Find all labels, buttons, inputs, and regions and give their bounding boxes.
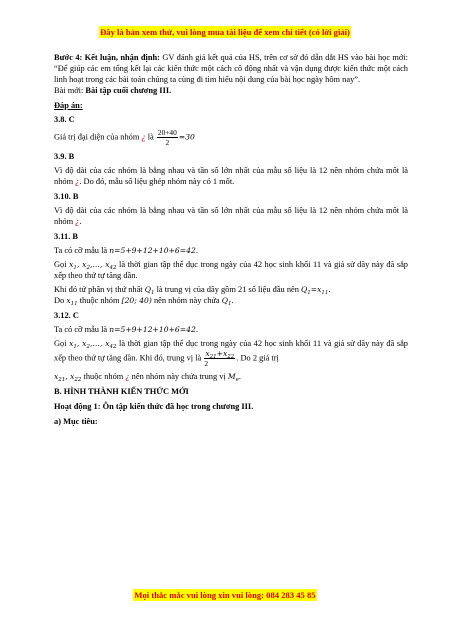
q311-line4-text3: nên nhóm này chứa [151,296,222,305]
step4-paragraph [54,52,408,85]
q38-frac-num: 20+40 [157,128,177,137]
activity-1-heading: Hoạt động 1: Ôn tập kiến thức đã học trong chương III. [54,402,254,411]
q311-line2-text1: Gọi [54,260,70,269]
q312-frac-den: 2 [204,359,209,368]
q311-line3-text2: là trung vị của dãy gồm 21 số liệu đầu nên [154,285,301,294]
q310-text2: . [79,217,82,226]
q38-frac-den: 2 [165,138,170,147]
section-b-heading: B. HÌNH THÀNH KIẾN THỨC MỚI [54,387,189,396]
step4-text: GV đánh giá kết quả của HS, trên cơ sở đó dẫn dắt HS vào bài học mới: “Để giúp các em tổng kết lại các kiến thức một cách cô động nhất và vận dụng được kiến thức một cách linh hoạt trong các bài toán chúng ta cùng đi tìm hiểu nội dung của bài học ngày hôm nay”. [54,53,408,84]
q312-sequence-math: $x_1$, $x_2,\dots$, $x_{42}$ [69,339,117,350]
q311-q1-math: $Q_1$ [144,285,155,296]
q312-line2 [54,338,408,368]
q311-interval: [20; 40) [121,296,152,305]
new-lesson-label: Bài mới: [54,86,86,95]
document-body [54,52,408,427]
q38-text-before: Giá trị đại diện của nhóm [54,132,142,142]
q312-x21-x22-math: $x_{21}$, $x_{22}$ [54,372,82,383]
preview-notice-text: Đây là bản xem thử, vui lòng mua tài liệu để xem chi tiết (có lời giải) [100,27,350,37]
answers-heading: Đáp án: [54,101,83,110]
q39-heading: 3.9. B [54,152,75,161]
q311-heading: 3.11. B [54,232,78,241]
q310-heading: 3.10. B [54,192,79,201]
objective-heading: a) Mục tiêu: [54,417,98,426]
q312-median-fraction [204,349,235,368]
q312-line1-text: Ta có cỡ mẫu là [54,325,110,334]
q310-error-char: ¿ [75,217,80,226]
q38-text-mid: là [145,132,156,142]
q311-q1-end-math: $Q_1$ [221,296,232,307]
q312-heading: 3.12. C [54,311,79,320]
q312-line2-text2: là thời gian tập thể dục trong ngày của 42 học sinh khối 11 và giả sử dãy này đã sắp xếp theo thứ tự tăng dần. Khi đó, trung vị là [54,339,408,363]
q312-line2-text3: . Do 2 giá trị [236,353,279,363]
q312-error-char: ¿ [125,372,130,381]
q39-error-char: ¿ [75,177,80,186]
q312-line3-text1: thuộc nhóm [81,372,126,381]
new-lesson-line [54,85,408,96]
q311-line1 [54,245,408,256]
q312-line3 [54,371,408,382]
q38-text [54,128,408,147]
q310-text1: Vì độ dài của các nhóm là bằng nhau và tần số lớn nhất của mẫu số liệu là 12 nên nhóm chứa mốt là nhóm [54,206,408,226]
step4-label: Bước 4: Kết luận, nhận định: [54,53,160,62]
q312-line3-text2: nên nhóm này chứa trung vị [129,372,228,381]
preview-notice-banner [0,27,450,37]
new-lesson-title: Bài tập cuối chương III. [85,86,172,95]
q312-sample-size: n=5+9+12+10+6=42. [109,325,199,334]
q311-sequence-math: $x_1$, $x_2,\dots$, $x_{42}$ [69,260,117,271]
q311-line4-end: . [231,296,234,305]
q39-text2: . Do đó, mẫu số liệu ghép nhóm này có 1 mốt. [79,177,235,186]
q38-heading: 3.8. C [54,115,75,124]
q38-fraction [157,128,178,147]
q311-line2 [54,259,408,281]
q312-line2-text1: Gọi [54,339,70,348]
contact-banner [0,590,450,600]
q310-text [54,205,408,227]
q311-line4-text2: thuộc nhóm [77,296,122,305]
q311-sample-size: n=5+9+12+10+6=42. [109,246,199,255]
q38-result: =30 [178,132,195,142]
q311-q1-eq-math: $Q_1=x_{11}$ [301,285,329,296]
contact-text: Mọi thắc mắc vui lòng xin vui lòng: 084 283 45 85 [134,590,316,600]
q311-line1-text: Ta có cỡ mẫu là [54,246,110,255]
q311-x11-math: $x_{11}$ [66,296,78,307]
q312-line1 [54,324,408,335]
q38-error-char: ¿ [141,132,146,142]
q311-line4-text1: Do [54,296,67,305]
q312-frac-num: $x_{21}+x_{22}$ [205,349,235,360]
q312-me-math: $M_e$ [227,372,239,383]
q311-line4 [54,295,408,306]
q311-line3 [54,284,408,295]
q311-line3-end: . [328,285,331,294]
q311-line3-text1: Khi đó tứ phân vị thứ nhất [54,285,145,294]
q312-line3-end: . [238,372,241,381]
q311-line2-text2: là thời gian tập thể dục trong ngày của 42 học sinh khối 11 và giả sử dãy này đã sắp xếp theo thứ tự tăng dần. [54,260,408,280]
q39-text1: Vì độ dài của các nhóm là bằng nhau và tần số lớn nhất của mẫu số liệu là 12 nên nhóm chứa mốt là nhóm [54,166,408,186]
q39-text [54,165,408,187]
